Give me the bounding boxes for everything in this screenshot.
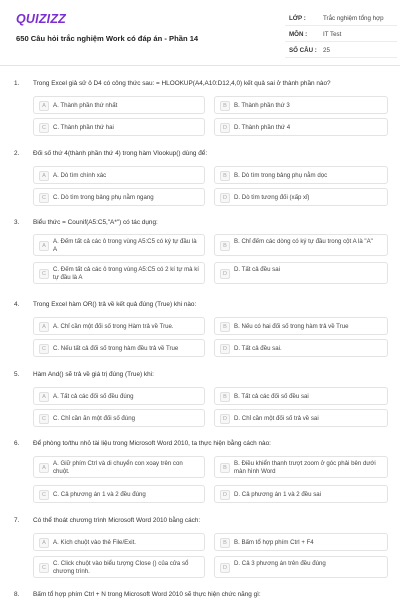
option-text: C. Dò tìm trong bảng phụ nằm ngang bbox=[53, 194, 154, 201]
option-text: B. Thành phần thứ 3 bbox=[234, 102, 290, 109]
option-text: D. Chỉ cần một đối số trả về sai bbox=[234, 415, 319, 422]
option-letter: C bbox=[39, 193, 49, 203]
meta-row-count bbox=[285, 42, 397, 58]
option-a[interactable] bbox=[33, 166, 205, 184]
option-letter: A bbox=[39, 101, 49, 111]
option-letter: C bbox=[39, 490, 49, 500]
question-text: Trong Excel giả sử ô D4 có công thức sau: = HLOOKUP(A4,A10:D12,4,0) kết quả sai ở thành phần nào? bbox=[33, 80, 331, 87]
option-text: B. Bấm tổ hợp phím Ctrl + F4 bbox=[234, 539, 314, 546]
option-text: D. Cả 3 phương án trên đều đúng bbox=[234, 560, 326, 567]
option-c[interactable] bbox=[33, 409, 205, 427]
option-letter: B bbox=[220, 538, 230, 548]
option-c[interactable] bbox=[33, 188, 205, 206]
option-text: A. Kích chuột vào thẻ File/Exit. bbox=[53, 539, 136, 546]
meta-key: MÔN : bbox=[289, 31, 308, 38]
option-d[interactable] bbox=[214, 409, 388, 427]
option-letter: B bbox=[220, 171, 230, 181]
option-letter: C bbox=[39, 414, 49, 424]
option-b[interactable] bbox=[214, 387, 388, 405]
quizizz-logo: QUIZIZZ bbox=[16, 12, 67, 26]
option-text: C. Thành phần thứ hai bbox=[53, 124, 114, 131]
question-text: Có thể thoát chương trình Microsoft Word 2010 bằng cách: bbox=[33, 517, 201, 524]
question-text: Hàm And() sẽ trả về giá trị đúng (True) khi: bbox=[33, 371, 154, 378]
option-text: D. Dò tìm tương đối (xấp xỉ) bbox=[234, 194, 310, 201]
option-letter: C bbox=[39, 269, 49, 279]
question-text: Trong Excel hàm OR() trả về kết quả đúng (True) khi nào: bbox=[33, 301, 197, 308]
option-letter: C bbox=[39, 123, 49, 133]
option-text: B. Nếu có hai đối số trong hàm trả về True bbox=[234, 323, 349, 330]
option-text: C. Click chuột vào biểu tượng Close () của cửa sổ chương trình. bbox=[53, 560, 189, 575]
meta-value: Trắc nghiệm tổng hợp bbox=[323, 15, 384, 22]
option-letter: D bbox=[220, 123, 230, 133]
question-number: 1. bbox=[14, 80, 20, 87]
page-header bbox=[0, 0, 400, 66]
option-letter: B bbox=[220, 241, 230, 251]
question-number: 5. bbox=[14, 371, 20, 378]
option-letter: A bbox=[39, 392, 49, 402]
option-text: A. Giữ phím Ctrl và di chuyển con xoay trên con chuột. bbox=[53, 460, 183, 475]
question-number: 3. bbox=[14, 219, 20, 226]
option-letter: C bbox=[39, 563, 49, 573]
question-number: 8. bbox=[14, 591, 20, 598]
question-text: Biểu thức = Counif(A5:C5,"A*") có tác dụng: bbox=[33, 219, 158, 226]
question-number: 6. bbox=[14, 440, 20, 447]
question-number: 2. bbox=[14, 150, 20, 157]
option-b[interactable] bbox=[214, 234, 388, 256]
option-d[interactable] bbox=[214, 118, 388, 136]
option-text: A. Dò tìm chính xác bbox=[53, 172, 107, 179]
option-letter: B bbox=[220, 322, 230, 332]
question-number: 7. bbox=[14, 517, 20, 524]
option-b[interactable] bbox=[214, 317, 388, 335]
option-text: B. Chỉ đếm các dòng có ký tự đầu trong cột A là "A" bbox=[234, 238, 373, 245]
meta-key: LỚP : bbox=[289, 15, 306, 22]
option-text: B. Tất cả các đối số đều sai bbox=[234, 393, 309, 400]
option-letter: D bbox=[220, 563, 230, 573]
meta-key: SỐ CÂU : bbox=[289, 47, 317, 54]
option-d[interactable] bbox=[214, 485, 388, 503]
option-text: B. Điều khiển thanh trượt zoom ở góc phải bên dưới màn hình Word bbox=[234, 460, 376, 475]
option-d[interactable] bbox=[214, 262, 388, 284]
option-b[interactable] bbox=[214, 166, 388, 184]
option-text: D. Cả phương án 1 và 2 đều sai bbox=[234, 491, 322, 498]
meta-value: 25 bbox=[323, 47, 330, 54]
option-a[interactable] bbox=[33, 533, 205, 551]
option-text: C. Cả phương án 1 và 2 đều đúng bbox=[53, 491, 146, 498]
option-text: D. Tất cả đều sai. bbox=[234, 345, 282, 352]
option-c[interactable] bbox=[33, 118, 205, 136]
option-a[interactable] bbox=[33, 317, 205, 335]
option-letter: D bbox=[220, 344, 230, 354]
option-text: D. Thành phần thứ 4 bbox=[234, 124, 291, 131]
option-a[interactable] bbox=[33, 456, 205, 478]
option-b[interactable] bbox=[214, 533, 388, 551]
meta-table bbox=[285, 10, 397, 58]
option-letter: B bbox=[220, 392, 230, 402]
option-letter: D bbox=[220, 414, 230, 424]
option-letter: A bbox=[39, 463, 49, 473]
meta-row-class bbox=[285, 10, 397, 26]
question-text: Để phòng to/thu nhỏ tài liệu trong Microsoft Word 2010, ta thực hiện bằng cách nào: bbox=[33, 440, 271, 447]
option-c[interactable] bbox=[33, 556, 205, 578]
option-text: A. Chỉ cần một đối số trong Hàm trả về True. bbox=[53, 323, 174, 330]
option-text: D. Tất cả đều sai bbox=[234, 266, 280, 273]
option-text: C. Nếu tất cả đối số trong hàm đều trả về True bbox=[53, 345, 179, 352]
option-text: B. Dò tìm trong bảng phụ nằm dọc bbox=[234, 172, 328, 179]
option-text: A. Tất cả các đối số đều đúng bbox=[53, 393, 134, 400]
option-letter: D bbox=[220, 269, 230, 279]
option-text: A. Thành phần thứ nhất bbox=[53, 102, 118, 109]
option-letter: B bbox=[220, 463, 230, 473]
option-d[interactable] bbox=[214, 339, 388, 357]
option-letter: A bbox=[39, 538, 49, 548]
option-a[interactable] bbox=[33, 96, 205, 114]
meta-value: IT Test bbox=[323, 31, 342, 38]
option-letter: B bbox=[220, 101, 230, 111]
option-a[interactable] bbox=[33, 387, 205, 405]
option-text: C. Đếm tất cả các ô trong vùng A5:C5 có 2 kí tự mà kí tự đầu là A bbox=[53, 266, 199, 281]
question-text: Bấm tổ hợp phím Ctrl + N trong Microsoft Word 2010 sẽ thực hiện chức năng gì: bbox=[33, 591, 261, 598]
question-number: 4. bbox=[14, 301, 20, 308]
meta-row-subject bbox=[285, 26, 397, 42]
option-letter: D bbox=[220, 193, 230, 203]
page-title: 650 Câu hỏi trắc nghiệm Work có đáp án - Phần 14 bbox=[16, 34, 199, 43]
option-c[interactable] bbox=[33, 262, 205, 284]
option-d[interactable] bbox=[214, 188, 388, 206]
option-letter: C bbox=[39, 344, 49, 354]
option-letter: A bbox=[39, 241, 49, 251]
option-text: A. Đếm tất cả các ô trong vùng A5:C5 có ký tự đầu là A bbox=[53, 238, 197, 253]
question-text: Đối số thứ 4(thành phần thứ 4) trong hàm Vlookup() dùng để: bbox=[33, 150, 208, 157]
option-letter: A bbox=[39, 171, 49, 181]
option-letter: A bbox=[39, 322, 49, 332]
option-d[interactable] bbox=[214, 556, 388, 578]
option-c[interactable] bbox=[33, 485, 205, 503]
option-b[interactable] bbox=[214, 456, 388, 478]
option-a[interactable] bbox=[33, 234, 205, 256]
option-text: C. Chỉ cần ăn một đối số đúng bbox=[53, 415, 135, 422]
option-letter: D bbox=[220, 490, 230, 500]
option-b[interactable] bbox=[214, 96, 388, 114]
option-c[interactable] bbox=[33, 339, 205, 357]
